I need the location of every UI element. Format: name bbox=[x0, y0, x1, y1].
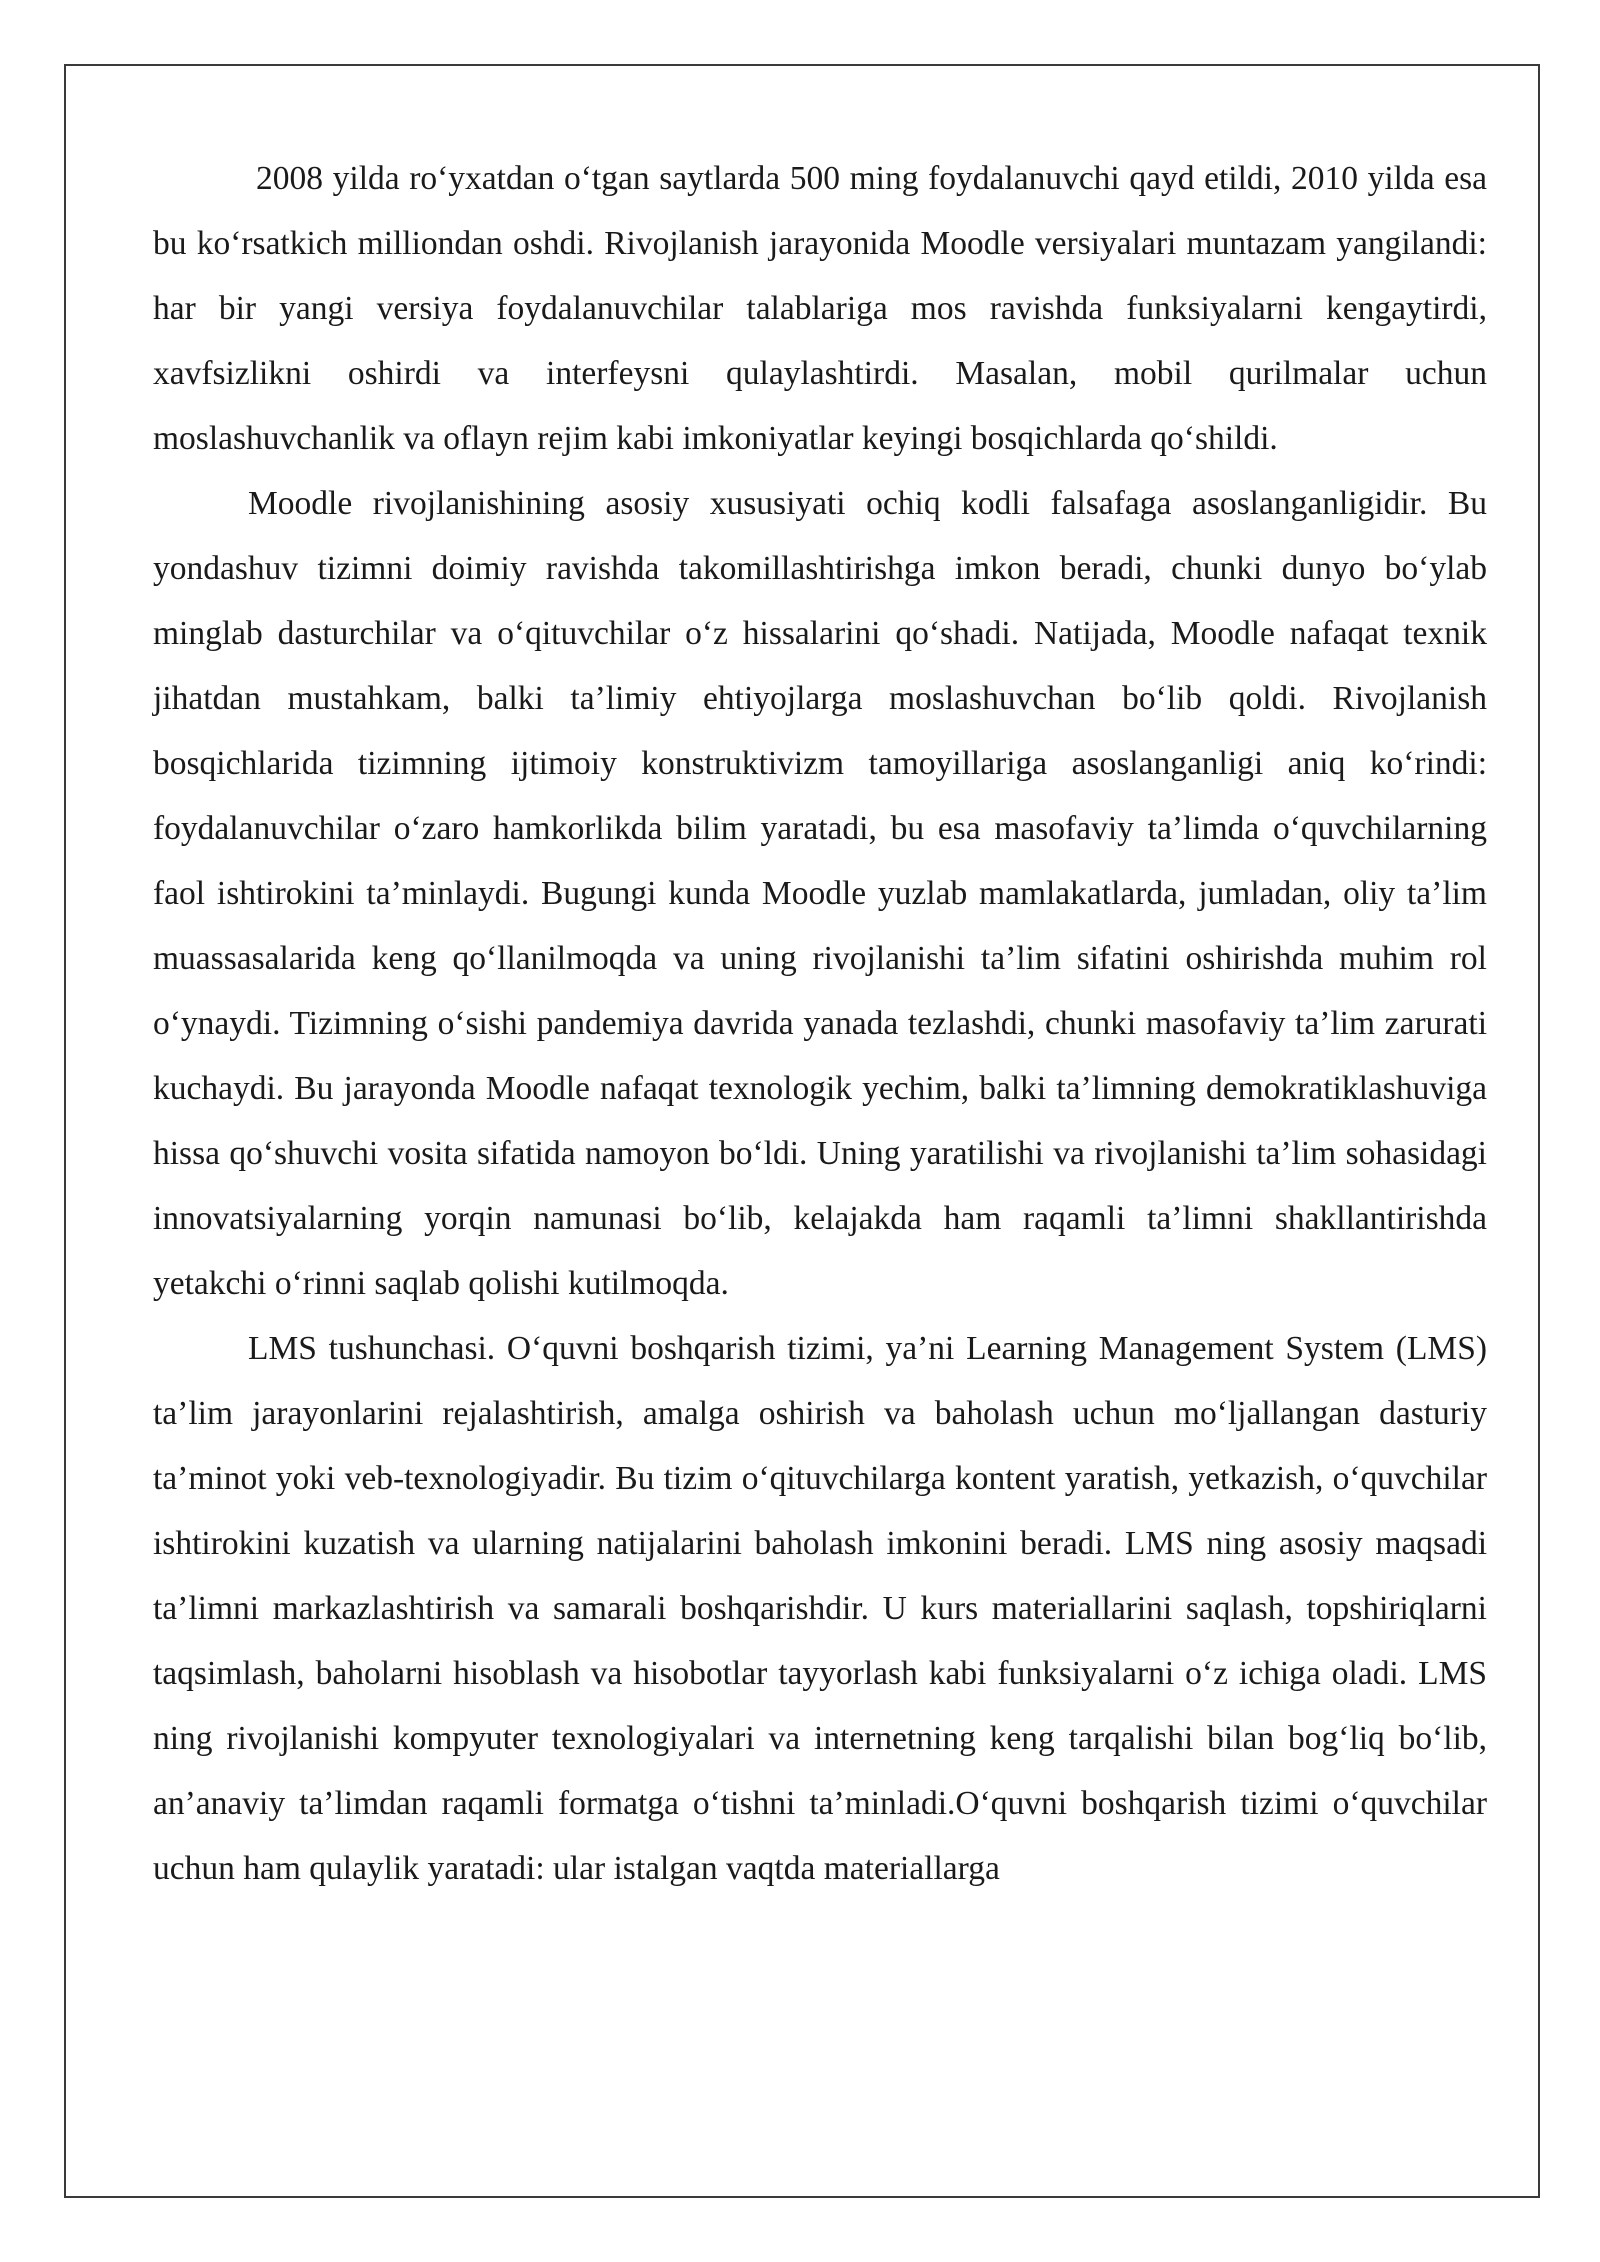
document-body bbox=[153, 146, 1487, 1901]
paragraph-moodle-open-source: Moodle rivojlanishining asosiy xususiyati ochiq kodli falsafaga asoslanganligidir. Bu yondashuv tizimni doimiy ravishda takomillashtirishga imkon beradi, chunki dunyo bo‘ylab minglab dasturchilar va o‘qituvchilar o‘z hissalarini qo‘shadi. Natijada, Moodle nafaqat texnik jihatdan mustahkam, balki ta’limiy ehtiyojlarga moslashuvchan bo‘lib qoldi. Rivojlanish bosqichlarida tizimning ijtimoiy konstruktivizm tamoyillariga asoslanganligi aniq ko‘rindi: foydalanuvchilar o‘zaro hamkorlikda bilim yaratadi, bu esa masofaviy ta’limda o‘quvchilarning faol ishtirokini ta’minlaydi. Bugungi kunda Moodle yuzlab mamlakatlarda, jumladan, oliy ta’lim muassasalarida keng qo‘llanilmoqda va uning rivojlanishi ta’lim sifatini oshirishda muhim rol o‘ynaydi. Tizimning o‘sishi pandemiya davrida yanada tezlashdi, chunki masofaviy ta’lim zarurati kuchaydi. Bu jarayonda Moodle nafaqat texnologik yechim, balki ta’limning demokratiklashuviga hissa qo‘shuvchi vosita sifatida namoyon bo‘ldi. Uning yaratilishi va rivojlanishi ta’lim sohasidagi innovatsiyalarning yorqin namunasi bo‘lib, kelajakda ham raqamli ta’limni shakllantirishda yetakchi o‘rinni saqlab qolishi kutilmoqda. bbox=[153, 485, 1487, 1302]
paragraph-lms-concept: LMS tushunchasi. O‘quvni boshqarish tizimi, ya’ni Learning Management System (LMS) ta’lim jarayonlarini rejalashtirish, amalga oshirish va baholash uchun mo‘ljallangan dasturiy ta’minot yoki veb-texnologiyadir. Bu tizim o‘qituvchilarga kontent yaratish, yetkazish, o‘quvchilar ishtirokini kuzatish va ularning natijalarini baholash imkonini beradi. LMS ning asosiy maqsadi ta’limni markazlashtirish va samarali boshqarishdir. U kurs materiallarini saqlash, topshiriqlarni taqsimlash, baholarni hisoblash va hisobotlar tayyorlash kabi funksiyalarni o‘z ichiga oladi. LMS ning rivojlanishi kompyuter texnologiyalari va internetning keng tarqalishi bilan bog‘liq bo‘lib, an’anaviy ta’limdan raqamli formatga o‘tishni ta’minladi.O‘quvni boshqarish tizimi o‘quvchilar uchun ham qulaylik yaratadi: ular istalgan vaqtda materiallarga bbox=[153, 1330, 1487, 1887]
paragraph-moodle-statistics: 2008 yilda ro‘yxatdan o‘tgan saytlarda 500 ming foydalanuvchi qayd etildi, 2010 yilda esa bu ko‘rsatkich milliondan oshdi. Rivojlanish jarayonida Moodle versiyalari muntazam yangilandi: har bir yangi versiya foydalanuvchilar talablariga mos ravishda funksiyalarni kengaytirdi, xavfsizlikni oshirdi va interfeysni qulaylashtirdi. Masalan, mobil qurilmalar uchun moslashuvchanlik va oflayn rejim kabi imkoniyatlar keyingi bosqichlarda qo‘shildi. bbox=[153, 160, 1487, 457]
